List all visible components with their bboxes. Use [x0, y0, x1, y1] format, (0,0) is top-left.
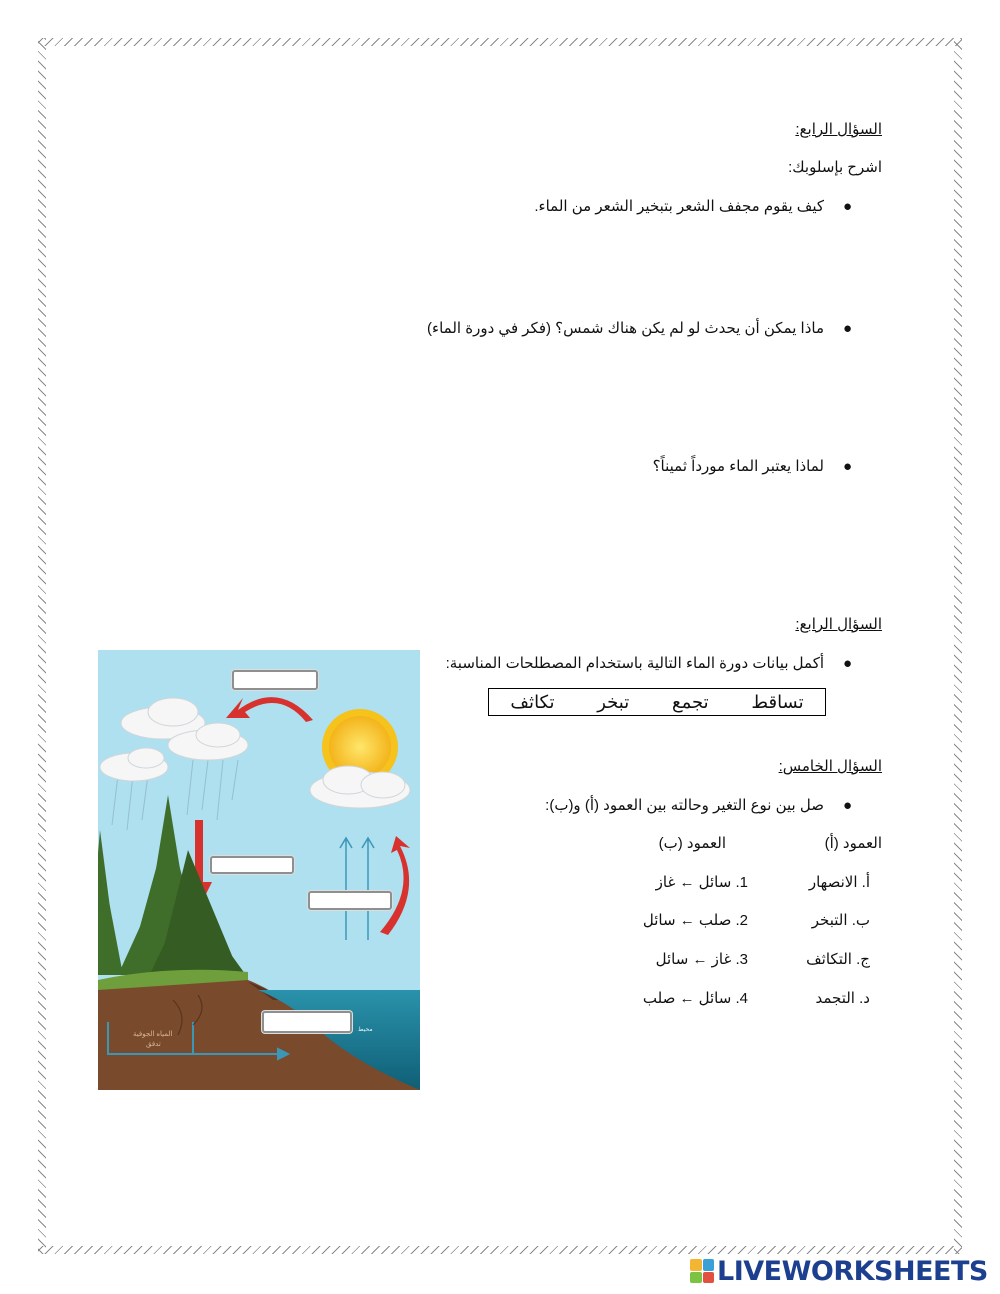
term-condensation: تكاثف	[510, 691, 555, 712]
page-border-bottom	[38, 1246, 962, 1254]
groundwater-label: المياه الجوفية	[133, 1031, 173, 1038]
q4b-heading: السؤال الرابع:	[795, 616, 882, 633]
match-item-1: 1. سائل ← غاز	[655, 874, 748, 891]
term-evaporation: تبخر	[597, 691, 630, 712]
page-border-left	[38, 38, 46, 1254]
match-item-3: 3. غاز ← سائل	[655, 951, 748, 968]
terms-box	[488, 688, 826, 716]
q5-heading: السؤال الخامس:	[778, 758, 882, 775]
label-box-condensation[interactable]	[232, 670, 318, 690]
match-item-2: 2. صلب ← سائل	[642, 912, 748, 929]
match-item-b: ب. التبخر	[811, 912, 870, 929]
ocean-label: محيط	[358, 1027, 373, 1033]
label-box-evaporation[interactable]	[308, 891, 392, 910]
bullet-dot: ●	[843, 458, 853, 475]
bullet-dot: ●	[843, 655, 853, 672]
liveworksheets-brand: LIVEWORKSHEETS	[717, 1255, 988, 1287]
groundwater-sublabel: تدفق	[146, 1041, 161, 1048]
page-border-right	[954, 38, 962, 1254]
label-box-collection[interactable]	[262, 1011, 352, 1033]
label-box-precipitation[interactable]	[210, 856, 294, 874]
q5-bullet: صل بين نوع التغير وحالته بين العمود (أ) و(ب):	[545, 797, 824, 814]
term-collection: تجمع	[672, 691, 709, 712]
q4b-bullet: أكمل بيانات دورة الماء التالية باستخدام المصطلحات المناسبة:	[445, 655, 824, 672]
q4-bullet-1: كيف يقوم مجفف الشعر بتبخير الشعر من الماء.	[534, 198, 824, 215]
bullet-dot: ●	[843, 198, 853, 215]
column-a-header: العمود (أ)	[824, 835, 882, 852]
match-item-4: 4. سائل ← صلب	[642, 990, 748, 1007]
match-item-d: د. التجمد	[815, 990, 870, 1007]
bullet-dot: ●	[843, 797, 853, 814]
water-cycle-diagram	[98, 650, 420, 1090]
liveworksheets-logo-icon	[690, 1259, 714, 1283]
q4-instruction: اشرح بإسلوبك:	[788, 159, 882, 176]
q4-heading: السؤال الرابع:	[795, 121, 882, 138]
match-item-c: ج. التكاثف	[806, 951, 870, 968]
column-b-header: العمود (ب)	[658, 835, 726, 852]
bullet-dot: ●	[843, 320, 853, 337]
page-border-top	[38, 38, 962, 46]
liveworksheets-logo	[690, 1254, 988, 1288]
q4-bullet-3: لماذا يعتبر الماء مورداً ثميناً؟	[652, 458, 824, 475]
term-precipitation: تساقط	[751, 691, 804, 712]
match-item-a: أ. الانصهار	[808, 874, 870, 891]
q4-bullet-2: ماذا يمكن أن يحدث لو لم يكن هناك شمس؟ (فكر في دورة الماء)	[427, 320, 824, 337]
